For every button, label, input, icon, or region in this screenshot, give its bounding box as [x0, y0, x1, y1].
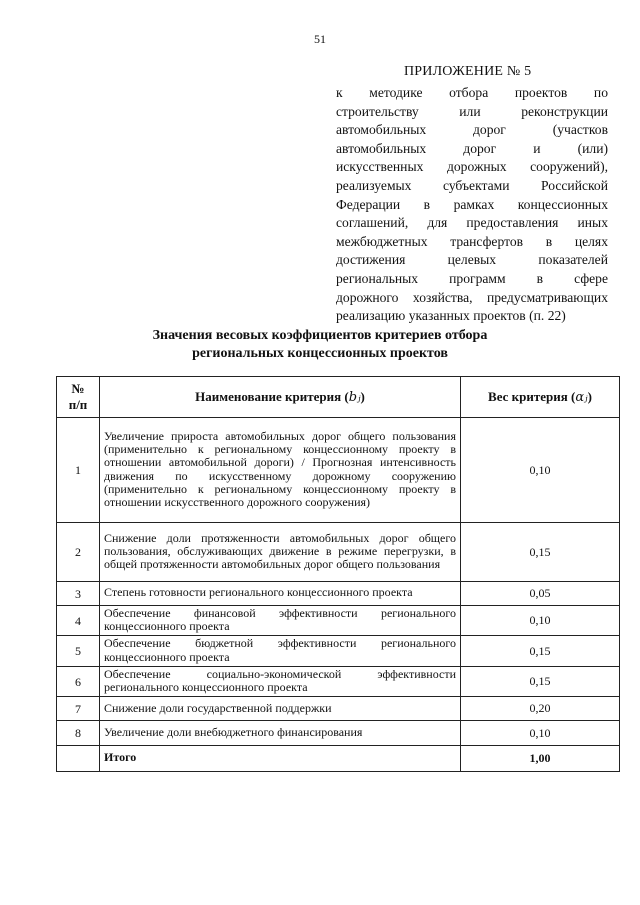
total-label: Итого [100, 746, 461, 772]
row-number: 3 [57, 582, 100, 606]
row-criterion: Обеспечение социально-экономической эффективности регионального концессионного проекта [100, 666, 461, 696]
row-weight: 0,10 [461, 418, 620, 523]
appendix-line: искусственных дорожных сооружений), [336, 159, 608, 175]
appendix-subtitle [336, 84, 608, 326]
table-heading [0, 327, 640, 363]
row-criterion: Обеспечение бюджетной эффективности регионального концессионного проекта [100, 636, 461, 666]
row-weight: 0,15 [461, 636, 620, 666]
appendix-line: к методике отбора проектов по [336, 85, 608, 100]
appendix-line: Федерации в рамках концессионных [336, 196, 608, 212]
header-weight-close: ) [587, 389, 592, 404]
header-number-sign: № [71, 381, 85, 396]
row-number: 7 [57, 697, 100, 721]
table-row [57, 666, 620, 696]
row-weight: 0,15 [461, 666, 620, 696]
row-criterion: Снижение доли государственной поддержки [100, 697, 461, 721]
appendix-line: соглашений, для предоставления иных [336, 215, 608, 231]
row-criterion: Снижение доли протяженности автомобильных дорог общего пользования, обслуживающих движение в режиме перегрузки, в общей протяженности автомобильных дорог общего пользования [100, 523, 461, 582]
row-criterion: Степень готовности регионального концессионного проекта [100, 582, 461, 606]
table-row [57, 418, 620, 523]
criteria-weights-table [56, 376, 620, 772]
header-number-abbr: п/п [68, 397, 88, 412]
total-number-cell [57, 746, 100, 772]
table-row [57, 606, 620, 636]
row-weight: 0,10 [461, 721, 620, 746]
table-row [57, 636, 620, 666]
row-number: 1 [57, 418, 100, 523]
header-weight [461, 377, 620, 418]
appendix-line: межбюджетных трансфертов в целях [336, 233, 608, 249]
appendix-line: автомобильных дорог и (или) [336, 140, 608, 156]
appendix-line: реализуемых субъектами Российской [336, 177, 608, 193]
row-weight: 0,10 [461, 606, 620, 636]
table-heading-line: региональных концессионных проектов [192, 346, 448, 361]
appendix-line: дорожного хозяйства, предусматривающих [336, 289, 608, 305]
row-number: 4 [57, 606, 100, 636]
row-weight: 0,20 [461, 697, 620, 721]
table-header-row [57, 377, 620, 418]
header-number [57, 377, 100, 418]
row-number: 2 [57, 523, 100, 582]
table-row [57, 523, 620, 582]
row-criterion: Увеличение доли внебюджетного финансирования [100, 721, 461, 746]
total-weight: 1,00 [461, 746, 620, 772]
appendix-title: ПРИЛОЖЕНИЕ № 5 [404, 64, 532, 79]
row-number: 5 [57, 636, 100, 666]
header-criterion-var: bⱼ [348, 389, 361, 405]
appendix-line: автомобильных дорог (участков [336, 122, 608, 138]
row-criterion: Увеличение прироста автомобильных дорог общего пользования (применительно к региональному концессионному проекту в отношении автомобильной дороги) / Прогнозная интенсивность движения по искусственному дорожному сооружению (применительно к региональному концессионному проекту в отношении искусственного дорожного сооружения) [100, 418, 461, 523]
appendix-line: строительству или реконструкции [336, 103, 608, 119]
appendix-line: реализацию указанных проектов (п. 22) [336, 308, 566, 324]
appendix-line: достижения целевых показателей [336, 252, 608, 268]
table-total-row [57, 746, 620, 772]
appendix-line: региональных программ в сфере [336, 270, 608, 286]
row-criterion: Обеспечение финансовой эффективности регионального концессионного проекта [100, 606, 461, 636]
row-number: 6 [57, 666, 100, 696]
table-row [57, 697, 620, 721]
row-number: 8 [57, 721, 100, 746]
table-heading-line: Значения весовых коэффициентов критериев отбора [152, 328, 488, 343]
header-criterion-close: ) [360, 388, 365, 404]
header-weight-text: Вес критерия ( [488, 389, 576, 404]
header-criterion-name-text: Наименование критерия ( [195, 388, 349, 404]
header-criterion-name [100, 377, 461, 418]
table-row [57, 582, 620, 606]
row-weight: 0,15 [461, 523, 620, 582]
row-weight: 0,05 [461, 582, 620, 606]
table-row [57, 721, 620, 746]
page-number: 51 [314, 32, 326, 46]
header-weight-var: αⱼ [575, 390, 588, 405]
